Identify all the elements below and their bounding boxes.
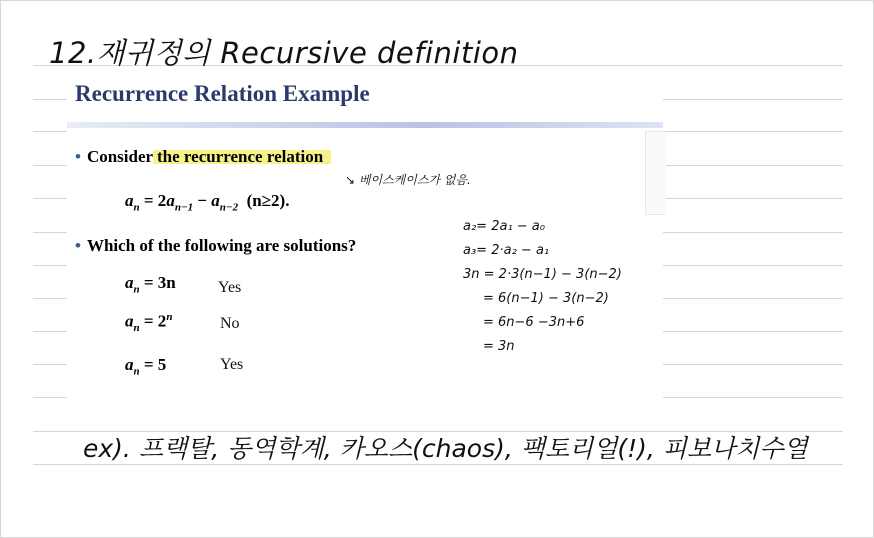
ruled-line [33,165,67,166]
relation-condition: (n≥2). [246,191,290,210]
bullet-dot: • [75,147,81,166]
ruled-line [33,397,67,398]
work-line: 3n = 2·3(n−1) − 3(n−2) [463,267,622,282]
solution-answer-1: Yes [218,279,242,296]
ruled-line [33,331,67,332]
ruled-line [33,131,67,132]
handwritten-examples: ex). 프랙탈, 동역학계, 카오스(chaos), 팩토리얼(!), 피보나치수열 [83,434,808,463]
bullet-dot: • [75,236,81,255]
bullet-question [75,236,356,256]
ruled-line [663,198,843,199]
work-line: a₃= 2·a₂ − a₁ [463,243,550,258]
work-line: a₂= 2a₁ − a₀ [463,219,545,234]
slide-edge [645,131,666,215]
bullet-consider [75,147,331,167]
recurrence-equation: $a_n = 2a_{n-1} - a_{n-2}$ (n≥2). [125,191,290,214]
highlighted-text: the recurrence relation [153,147,331,166]
ruled-line [663,397,843,398]
solution-expr-1: $a_n = 3n$ [125,273,176,296]
bullet1-prefix: Consider [86,147,153,166]
ruled-line [663,232,843,233]
ruled-line [33,99,67,100]
solution-answer-3: Yes [220,356,244,373]
handwritten-note: ↘ 베이스케이스가 없음. [345,173,471,187]
work-line: = 3n [483,339,515,354]
ruled-line [663,298,843,299]
ruled-line [663,364,843,365]
solution-answer-2: No [220,315,240,332]
ruled-line [33,298,67,299]
solution-expr-3: $a_n = 5$ [125,355,167,378]
ruled-line [33,364,67,365]
ruled-line [33,232,67,233]
handwritten-work [463,215,622,359]
ruled-line [663,265,843,266]
ruled-line [663,131,843,132]
slide-title-bar [67,122,663,128]
work-line: = 6(n−1) − 3(n−2) [483,291,609,306]
handwritten-title: 12.재귀정의 Recursive definition [49,36,519,70]
solution-expr-2: $a_n = 2^n$ [125,311,173,335]
work-line: = 6n−6 −3n+6 [483,315,585,330]
ruled-line [663,165,843,166]
ruled-line [663,99,843,100]
ruled-line [33,265,67,266]
slide-title: Recurrence Relation Example [75,81,370,106]
bullet2-text: Which of the following are solutions? [86,236,357,255]
ruled-line [33,198,67,199]
ruled-line [663,331,843,332]
